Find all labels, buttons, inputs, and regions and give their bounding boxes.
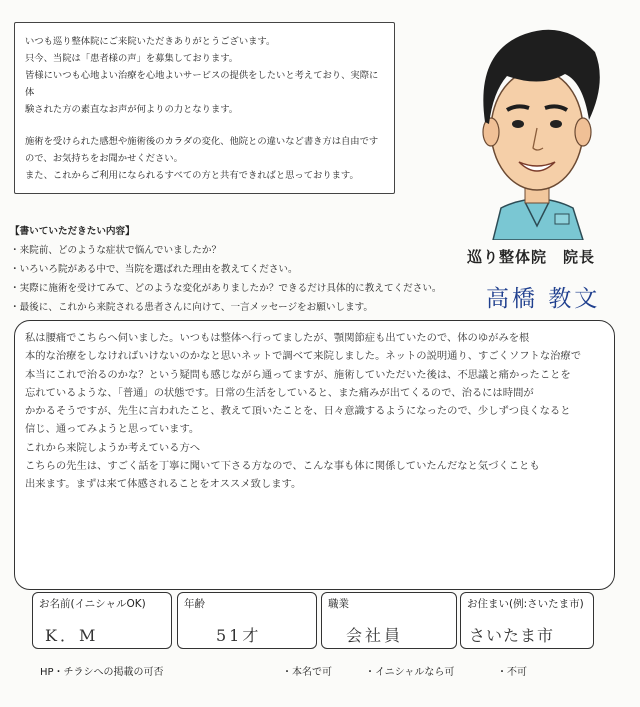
intro-line: ので、お気持ちをお聞かせください。 xyxy=(25,153,183,164)
job-label: 職業 xyxy=(328,598,349,610)
name-value: K．M xyxy=(45,626,99,645)
publication-option-initial: ・イニシャルなら可 xyxy=(365,667,455,678)
intro-line: 験された方の素直なお声が何よりの力となります。 xyxy=(25,104,239,115)
answer-line: 本的な治療をしなければいけないのかなと思いネットで調べて来院しました。ネットの説明通り、すごくソフトな治療で xyxy=(25,350,582,363)
answer-line: 出来ます。まずは来て体感されることをオススメ致します。 xyxy=(25,478,302,491)
question-item: ・来院前、どのような症状で悩んでいましたか？ xyxy=(10,245,222,256)
intro-line: 施術を受けられた感想や施術後のカラダの変化、他院との違いなど書き方は自由です xyxy=(25,136,379,147)
clinic-director-title: 巡り整体院 院長 xyxy=(467,248,596,266)
answer-line: かかるそうですが、先生に言われたこと、教えて頂いたことを、日々意識するようになったので、少しずつ良くなると xyxy=(25,405,571,418)
intro-box xyxy=(14,22,395,194)
answer-line: これから来院しようか考えている方へ xyxy=(25,441,201,454)
job-field xyxy=(321,592,457,649)
publication-option-no: ・不可 xyxy=(497,667,527,678)
age-label: 年齢 xyxy=(184,598,205,610)
answer-line: こちらの先生は、すごく話を丁寧に聞いて下さる方なので、こんな事も体に関係していたんだなと気づくことも xyxy=(25,460,540,473)
question-item: ・実際に施術を受けてみて、どのような変化がありましたか？できるだけ具体的に教えてください。 xyxy=(10,283,442,294)
publication-option-realname: ・本名で可 xyxy=(282,667,332,678)
intro-line: 皆様にいつも心地よい治療を心地よいサービスの提供をしたいと考えており、実際に体 xyxy=(25,70,379,98)
age-field xyxy=(177,592,317,649)
answer-line: 忘れているような、「普通」の状態です。日常の生活をしていると、また痛みが出てくるので、治るには時間が xyxy=(25,386,534,399)
name-label: お名前(イニシャルOK) xyxy=(39,598,146,610)
name-field xyxy=(32,592,172,649)
director-portrait-illustration xyxy=(455,12,620,240)
intro-line: いつも巡り整体院にご来院いただきありがとうございます。 xyxy=(25,36,276,47)
answer-line: 信じ、通ってみようと思っています。 xyxy=(25,423,200,436)
intro-line: また、これからご利用になられるすべての方と共有できればと思っております。 xyxy=(25,170,359,181)
job-value: 会社員 xyxy=(346,626,404,645)
question-item: ・いろいろ院がある中で、当院を選ばれた理由を教えてください。 xyxy=(10,264,298,275)
questions-section xyxy=(10,222,442,317)
questions-title: 【書いていただきたい内容】 xyxy=(10,226,135,237)
handwritten-answer-box xyxy=(14,320,615,590)
intro-line: 只今、当院は「患者様の声」を募集しております。 xyxy=(25,53,239,64)
publication-label: HP・チラシへの掲載の可否 xyxy=(40,667,164,678)
age-value: 51才 xyxy=(216,626,262,645)
question-item: ・最後に、これから来院される患者さんに向けて、一言メッセージをお願いします。 xyxy=(10,302,374,313)
director-signature: 高橋 教文 xyxy=(486,286,601,312)
answer-line: 私は腰痛でこちらへ伺いました。いつもは整体へ行ってましたが、顎関節症も出ていたので、体のゆがみを根 xyxy=(25,332,530,344)
answer-line: 本当にこれで治るのかな？という疑問も感じながら通ってますが、施術していただいた後は、不思議と痛かったことを xyxy=(25,368,571,381)
address-label: お住まい(例:さいたま市) xyxy=(467,598,584,610)
address-value: さいたま市 xyxy=(469,626,555,645)
address-field xyxy=(460,592,594,649)
